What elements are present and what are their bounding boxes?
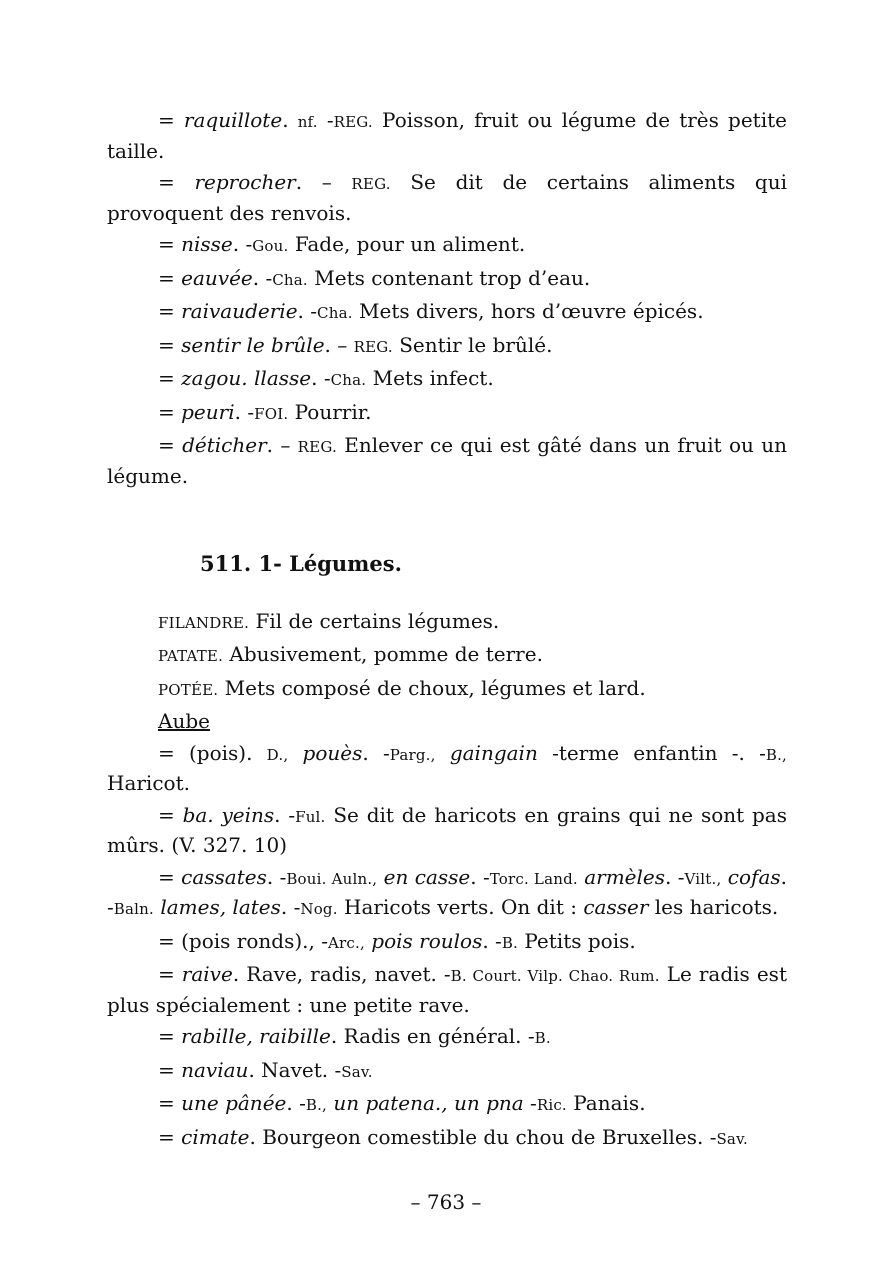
abbreviation: Parg., <box>389 745 436 764</box>
abbreviation: POTÉE. <box>158 680 219 699</box>
dictionary-entry <box>107 1123 787 1154</box>
dictionary-entry <box>107 863 787 924</box>
entry-text: = <box>158 864 182 889</box>
abbreviation: Torc. Land. <box>489 869 578 888</box>
headword: ba. yeins <box>182 802 275 827</box>
headword: rabille, raibille <box>181 1024 331 1048</box>
entry-text: - <box>523 1091 537 1115</box>
abbreviation: B. <box>534 1029 551 1047</box>
headword: reprocher <box>194 170 296 194</box>
entry-text: = <box>158 170 195 194</box>
entry-text: . <box>282 108 298 132</box>
dictionary-entry <box>107 264 787 295</box>
abbreviation: REG. <box>333 113 373 131</box>
entry-text: Sentir le brûlé. <box>392 332 553 357</box>
headword: raivauderie <box>181 299 298 323</box>
section-heading: 511. 1- Légumes. <box>200 551 402 576</box>
entry-text: Mets contenant trop d’eau. <box>307 265 591 290</box>
headword: peuri <box>181 399 235 424</box>
entry-text: Petits pois. <box>518 928 636 953</box>
entry-block-food-spoilage <box>107 106 787 490</box>
dictionary-entry <box>107 297 787 328</box>
abbreviation: nf. <box>297 113 318 131</box>
headword: sentir le brûle <box>181 332 325 357</box>
abbreviation: D., <box>266 745 289 764</box>
headword: eauvée <box>181 265 253 290</box>
dictionary-entry <box>107 1022 787 1053</box>
abbreviation: B., <box>305 1096 328 1114</box>
entry-text: Le radis est plus spécialement : une petite rave. <box>107 962 787 1017</box>
entry-text: = <box>158 108 184 132</box>
abbreviation: REG. <box>353 337 393 356</box>
entry-text: . - <box>252 265 273 290</box>
entry-text: = <box>158 366 182 390</box>
entry-text: Abusivement, pomme de terre. <box>223 642 543 666</box>
entry-text: = <box>158 299 182 323</box>
entry-text: = <box>158 1091 182 1115</box>
entry-text: . - <box>470 864 490 889</box>
entry-text: . Radis en général. - <box>330 1024 535 1048</box>
entry-text: Haricot. <box>107 771 190 795</box>
entry-text: = <box>158 1124 182 1149</box>
entry-text: Panais. <box>566 1091 646 1115</box>
headword: armèles <box>584 864 665 889</box>
entry-text: les haricots. <box>648 895 779 919</box>
entry-text: . Navet. - <box>248 1057 342 1082</box>
entry-text: -terme enfantin -. - <box>537 740 766 765</box>
entry-text: . Bourgeon comestible du chou de Bruxelles. - <box>249 1124 717 1149</box>
abbreviation: B. <box>501 933 519 952</box>
entry-text: . - <box>665 864 685 889</box>
abbreviation: PATATE. <box>158 647 224 665</box>
page-body <box>107 106 787 1156</box>
headword: casser <box>583 895 649 919</box>
abbreviation: FILANDRE. <box>158 613 250 632</box>
dictionary-entry <box>107 168 787 227</box>
entry-text: . - <box>280 895 301 919</box>
entry-text: Se dit de haricots en grains qui ne sont pas mûrs. (V. 327. 10) <box>107 802 787 857</box>
dictionary-entry <box>107 607 787 638</box>
entry-text: . - <box>107 864 787 919</box>
page-number: – 763 – <box>410 1190 482 1214</box>
abbreviation: Cha. <box>317 304 353 322</box>
dictionary-entry <box>107 1089 787 1120</box>
abbreviation: REG. <box>351 175 391 193</box>
entry-text: . - <box>362 740 390 765</box>
abbreviation: Sav. <box>716 1129 748 1148</box>
headword: lames, lates <box>160 895 281 919</box>
entry-text: Mets divers, hors d’œuvre épicés. <box>352 299 704 323</box>
abbreviation: REG. <box>297 438 337 456</box>
abbreviation: Sav. <box>341 1062 373 1081</box>
abbreviation: B. Court. Vilp. Chao. Rum. <box>450 967 660 985</box>
entry-text: = (pois ronds)., - <box>158 928 328 953</box>
entry-text: . – <box>295 170 352 194</box>
entry-text: Mets composé de choux, légumes et lard. <box>218 675 646 700</box>
entry-text: Fade, pour un aliment. <box>288 232 526 256</box>
entry-text: . - <box>234 399 255 424</box>
dictionary-entry <box>107 431 787 490</box>
headword: cimate <box>181 1124 250 1149</box>
headword: cofas <box>727 864 781 889</box>
abbreviation: Ful. <box>295 807 326 826</box>
entry-text: Enlever ce qui est gâté dans un fruit ou un légume. <box>107 433 788 488</box>
entry-text: . - <box>311 366 331 390</box>
entry-text <box>436 741 450 765</box>
entry-text: = <box>158 265 182 290</box>
entry-text: . - <box>274 802 296 827</box>
abbreviation: FOI. <box>254 404 289 423</box>
entry-text: = <box>158 802 183 827</box>
abbreviation: Baln. <box>113 900 154 918</box>
entry-text: . - <box>266 864 287 889</box>
dictionary-entry <box>107 106 787 165</box>
dictionary-entry <box>107 331 787 362</box>
entry-text: Pourrir. <box>288 399 372 424</box>
dictionary-entry <box>107 364 787 395</box>
abbreviation: Nog. <box>300 900 338 918</box>
dictionary-entry <box>107 640 787 671</box>
headword: un patena., un pna <box>333 1091 524 1115</box>
entry-text: . - <box>232 232 253 256</box>
abbreviation: Cha. <box>330 371 367 389</box>
entry-text: = <box>158 232 182 256</box>
dictionary-entry <box>107 230 787 261</box>
entry-text: = <box>158 433 183 457</box>
entry-text: = <box>158 1024 182 1048</box>
entry-text: . – <box>266 433 298 457</box>
dictionary-entry <box>107 1056 787 1087</box>
entry-text: Mets infect. <box>366 366 494 390</box>
abbreviation: Ric. <box>536 1096 567 1114</box>
abbreviation: Boui. Auln., <box>286 869 378 888</box>
entry-text: = <box>158 332 182 357</box>
headword: cassates <box>181 864 267 889</box>
headword: déticher <box>182 433 267 457</box>
headword: zagou. llasse <box>181 366 312 390</box>
dictionary-entry <box>107 960 787 1019</box>
entry-text: . - <box>297 299 318 323</box>
headword: raquillote <box>183 108 283 132</box>
entry-text: . - <box>286 1091 306 1115</box>
dictionary-entry <box>107 707 787 736</box>
headword: pouès <box>302 740 363 765</box>
headword: pois roulos <box>371 928 483 953</box>
region-label: Aube <box>158 709 210 733</box>
entry-block-vegetables <box>107 607 787 1154</box>
entry-text: = <box>158 1057 182 1082</box>
headword: naviau <box>181 1057 249 1082</box>
entry-text: = (pois). <box>158 740 267 765</box>
abbreviation: Cha. <box>272 270 308 289</box>
headword: une pânée <box>181 1091 287 1115</box>
headword: en casse <box>383 864 471 889</box>
entry-text <box>288 741 302 765</box>
abbreviation: Arc., <box>327 933 365 952</box>
entry-text: = <box>158 399 182 424</box>
dictionary-entry <box>107 674 787 705</box>
headword: gaingain <box>449 740 538 765</box>
dictionary-entry <box>107 739 787 798</box>
abbreviation: Vilt., <box>684 869 722 888</box>
dictionary-entry <box>107 398 787 429</box>
entry-text: . - <box>482 928 502 953</box>
entry-text: Haricots verts. On dit : <box>337 895 584 919</box>
entry-text: Poisson, fruit ou légume de très petite taille. <box>107 108 787 163</box>
headword: nisse <box>181 232 233 256</box>
entry-text: . Rave, radis, navet. - <box>232 962 451 986</box>
dictionary-entry <box>107 927 787 958</box>
entry-text: Se dit de certains aliments qui provoquent des renvois. <box>107 170 787 225</box>
abbreviation: Gou. <box>252 237 289 255</box>
entry-text: . – <box>324 332 354 357</box>
entry-text: Fil de certains légumes. <box>249 608 500 633</box>
abbreviation: B., <box>765 745 788 764</box>
entry-text: = <box>158 962 182 986</box>
dictionary-entry <box>107 801 787 860</box>
entry-text: - <box>317 108 334 132</box>
headword: raive <box>181 962 233 986</box>
